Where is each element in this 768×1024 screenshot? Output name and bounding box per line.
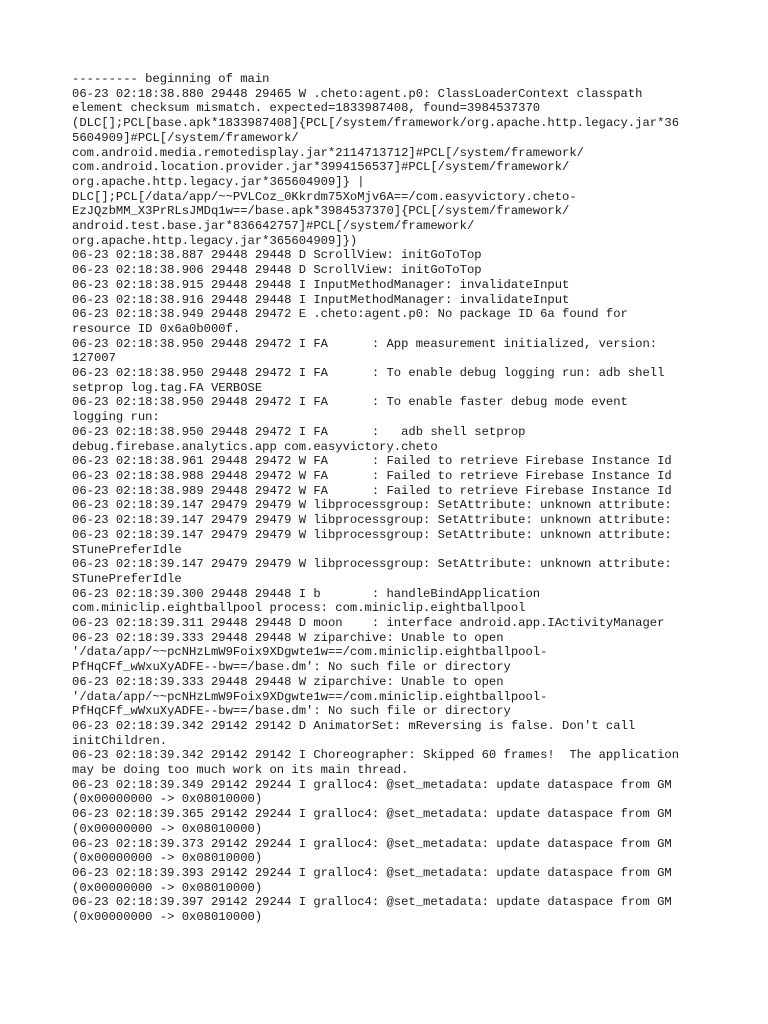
log-line: 06-23 02:18:38.949 29448 29472 E .cheto:agent.p0: No package ID 6a found for (72, 307, 628, 322)
log-line: 06-23 02:18:39.333 29448 29448 W ziparchive: Unable to open (72, 674, 504, 689)
log-line: logging run: (72, 410, 160, 425)
log-line: DLC[];PCL[/data/app/~~PVLCoz_0Kkrdm75XoMjv6A==/com.easyvictory.cheto- (72, 189, 577, 204)
log-line: 06-23 02:18:38.961 29448 29472 W FA : Failed to retrieve Firebase Instance Id (72, 454, 672, 469)
log-line: 06-23 02:18:39.333 29448 29448 W ziparchive: Unable to open (72, 630, 504, 645)
log-line: 06-23 02:18:38.915 29448 29448 I InputMethodManager: invalidateInput (72, 277, 570, 292)
log-line: element checksum mismatch. expected=1833987408, found=3984537370 (72, 101, 541, 116)
log-line: 06-23 02:18:39.342 29142 29142 I Choreographer: Skipped 60 frames! The application (72, 748, 680, 763)
log-line: PfHqCFf_wWxuXyADFE--bw==/base.dm': No such file or directory (72, 704, 511, 719)
log-line: 06-23 02:18:39.147 29479 29479 W libprocessgroup: SetAttribute: unknown attribute: (72, 513, 672, 528)
log-line: 06-23 02:18:39.147 29479 29479 W libprocessgroup: SetAttribute: unknown attribute: (72, 527, 672, 542)
log-line: (0x00000000 -> 0x08010000) (72, 910, 263, 925)
log-line: com.android.media.remotedisplay.jar*2114713712]#PCL[/system/framework/ (72, 145, 584, 160)
log-output (72, 72, 712, 925)
log-line: 06-23 02:18:39.300 29448 29448 I b : handleBindApplication (72, 586, 541, 601)
log-line: 06-23 02:18:38.916 29448 29448 I InputMethodManager: invalidateInput (72, 292, 570, 307)
log-line: 06-23 02:18:39.397 29142 29244 I gralloc4: @set_metadata: update dataspace from GM (72, 895, 672, 910)
log-line: setprop log.tag.FA VERBOSE (72, 380, 263, 395)
log-line: 06-23 02:18:39.349 29142 29244 I gralloc4: @set_metadata: update dataspace from GM (72, 777, 672, 792)
log-line: 06-23 02:18:38.887 29448 29448 D ScrollView: initGoToTop (72, 248, 482, 263)
log-line: 5604909]#PCL[/system/framework/ (72, 130, 299, 145)
log-line: 06-23 02:18:39.373 29142 29244 I gralloc4: @set_metadata: update dataspace from GM (72, 836, 672, 851)
log-line: 06-23 02:18:38.906 29448 29448 D ScrollView: initGoToTop (72, 263, 482, 278)
log-line: (0x00000000 -> 0x08010000) (72, 851, 263, 866)
log-line: 06-23 02:18:38.950 29448 29472 I FA : To enable faster debug mode event (72, 395, 628, 410)
log-line: (0x00000000 -> 0x08010000) (72, 880, 263, 895)
log-line: STunePreferIdle (72, 542, 182, 557)
log-line: 06-23 02:18:39.393 29142 29244 I gralloc4: @set_metadata: update dataspace from GM (72, 865, 672, 880)
log-line: 06-23 02:18:38.989 29448 29472 W FA : Failed to retrieve Firebase Instance Id (72, 483, 672, 498)
log-line: '/data/app/~~pcNHzLmW9Foix9XDgwte1w==/com.miniclip.eightballpool- (72, 689, 548, 704)
log-line: EzJQzbMM_X3PrRLsJMDq1w==/base.apk*3984537370]{PCL[/system/framework/ (72, 204, 570, 219)
log-line: --------- beginning of main (72, 72, 270, 86)
log-line: 06-23 02:18:38.988 29448 29472 W FA : Failed to retrieve Firebase Instance Id (72, 468, 672, 483)
log-line: (DLC[];PCL[base.apk*1833987408]{PCL[/system/framework/org.apache.http.legacy.jar*36 (72, 116, 680, 131)
log-line: org.apache.http.legacy.jar*365604909]} | (72, 174, 365, 189)
log-line: 06-23 02:18:39.365 29142 29244 I gralloc4: @set_metadata: update dataspace from GM (72, 807, 672, 822)
log-line: org.apache.http.legacy.jar*365604909]}) (72, 233, 358, 248)
log-line: com.android.location.provider.jar*3994156537]#PCL[/system/framework/ (72, 160, 570, 175)
log-line: 06-23 02:18:38.950 29448 29472 I FA : adb shell setprop (72, 424, 526, 439)
log-line: 06-23 02:18:39.147 29479 29479 W libprocessgroup: SetAttribute: unknown attribute: (72, 557, 672, 572)
log-line: 06-23 02:18:39.147 29479 29479 W libprocessgroup: SetAttribute: unknown attribute: (72, 498, 672, 513)
log-line: android.test.base.jar*836642757]#PCL[/system/framework/ (72, 219, 475, 234)
log-line: 06-23 02:18:39.342 29142 29142 D AnimatorSet: mReversing is false. Don't call (72, 718, 636, 733)
log-line: initChildren. (72, 733, 168, 748)
log-line: 06-23 02:18:38.880 29448 29465 W .cheto:agent.p0: ClassLoaderContext classpath (72, 86, 643, 101)
log-line: debug.firebase.analytics.app com.easyvictory.cheto (72, 439, 438, 454)
log-line: (0x00000000 -> 0x08010000) (72, 792, 263, 807)
log-line: resource ID 0x6a0b000f. (72, 321, 241, 336)
log-line: com.miniclip.eightballpool process: com.miniclip.eightballpool (72, 601, 526, 616)
log-line: STunePreferIdle (72, 571, 182, 586)
log-line: 06-23 02:18:38.950 29448 29472 I FA : App measurement initialized, version: (72, 336, 658, 351)
log-line: 127007 (72, 351, 116, 366)
log-line: may be doing too much work on its main thread. (72, 763, 409, 778)
document-page (72, 72, 712, 925)
log-line: '/data/app/~~pcNHzLmW9Foix9XDgwte1w==/com.miniclip.eightballpool- (72, 645, 548, 660)
log-line: 06-23 02:18:38.950 29448 29472 I FA : To enable debug logging run: adb shell (72, 366, 665, 381)
log-line: PfHqCFf_wWxuXyADFE--bw==/base.dm': No such file or directory (72, 660, 511, 675)
log-line: 06-23 02:18:39.311 29448 29448 D moon : interface android.app.IActivityManager (72, 616, 665, 631)
log-line: (0x00000000 -> 0x08010000) (72, 821, 263, 836)
